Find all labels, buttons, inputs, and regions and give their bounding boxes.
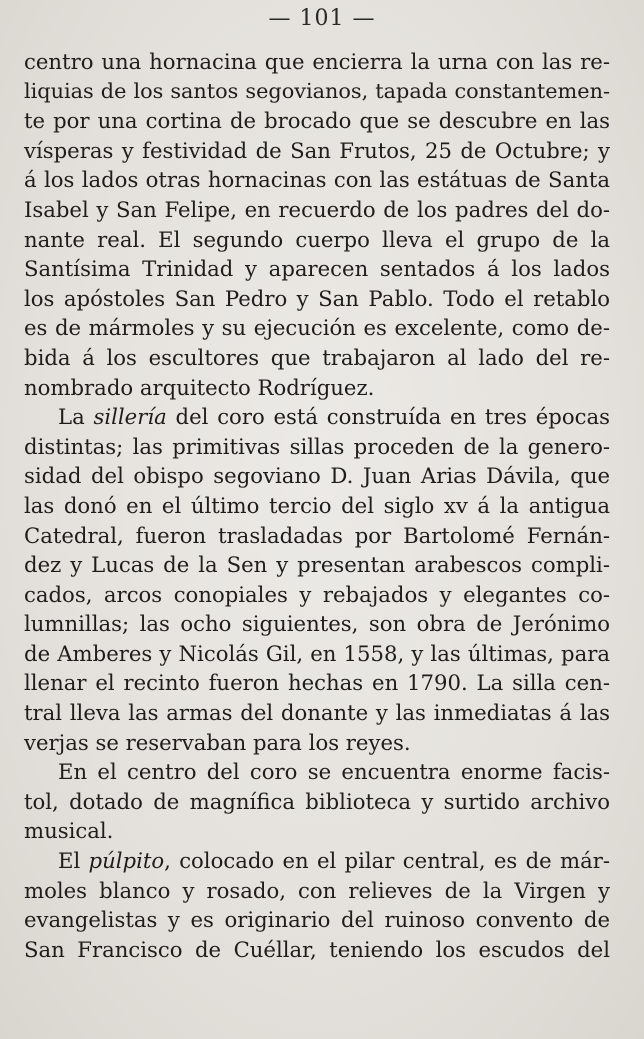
text-line [24,402,610,432]
text-segment: , colocado en el pilar central, es de már- [164,848,610,874]
italic-term: púlpito [88,848,165,874]
text-line: cados, arcos conopiales y rebajados y elegantes co- [24,581,610,607]
text-line: llenar el recinto fueron hechas en 1790. La silla cen- [24,670,610,696]
text-line: es de mármoles y su ejecución es excelente, como de- [24,315,610,341]
text-segment: La [58,404,94,430]
text-line: Santísima Trinidad y aparecen sentados á los lados [24,256,610,282]
text-line: verjas se reservaban para los reyes. [24,729,411,755]
text-line: centro una hornacina que encierra la urna con las re- [24,49,610,74]
text-line: Isabel y San Felipe, en recuerdo de los padres del do- [24,196,610,222]
text-line: lumnillas; las ocho siguientes, son obra de Jerónimo [24,611,610,637]
text-line: vísperas y festividad de San Frutos, 25 de Octubre; y [24,137,610,163]
text-line: Catedral, fueron trasladadas por Bartolomé Fernán- [24,522,610,548]
text-line: bida á los escultores que trabajaron al lado del re- [24,344,610,370]
text-line: tol, dotado de magnífica biblioteca y surtido archivo [24,788,610,814]
text-line: los apóstoles San Pedro y San Pablo. Todo el retablo [24,285,610,311]
text-line: evangelistas y es originario del ruinoso convento de [24,907,610,933]
text-line: á los lados otras hornacinas con las estátuas de Santa [24,167,610,193]
text-line: de Amberes y Nicolás Gil, en 1558, y las últimas, para [24,640,610,666]
text-line: te por una cortina de brocado que se descubre en las [24,108,610,134]
text-line [24,846,610,876]
text-line: las donó en el último tercio del siglo xv á la antigua [24,492,610,518]
text-line: distintas; las primitivas sillas proceden de la genero- [24,433,610,459]
text-segment: El [58,848,89,874]
text-line: moles blanco y rosado, con relieves de la Virgen y [24,877,610,903]
text-line: En el centro del coro se encuentra enorme facis- [58,759,610,785]
italic-term: sillería [93,404,167,430]
text-line: liquias de los santos segovianos, tapada constantemen- [24,78,610,103]
page-number: — 101 — [268,6,376,31]
text-line: nombrado arquitecto Rodríguez. [24,374,375,400]
text-line: nante real. El segundo cuerpo lleva el grupo de la [24,226,610,252]
text-line: dez y Lucas de la Sen y presentan arabescos compli- [24,552,610,578]
body-text [24,47,610,964]
text-line: San Francisco de Cuéllar, teniendo los escudos del [24,936,610,962]
text-line: tral lleva las armas del donante y las inmediatas á las [24,700,610,726]
text-segment: del coro está construída en tres épocas [166,404,610,430]
text-line: sidad del obispo segoviano D. Juan Arias Dávila, que [24,463,610,489]
text-line: musical. [24,818,114,844]
